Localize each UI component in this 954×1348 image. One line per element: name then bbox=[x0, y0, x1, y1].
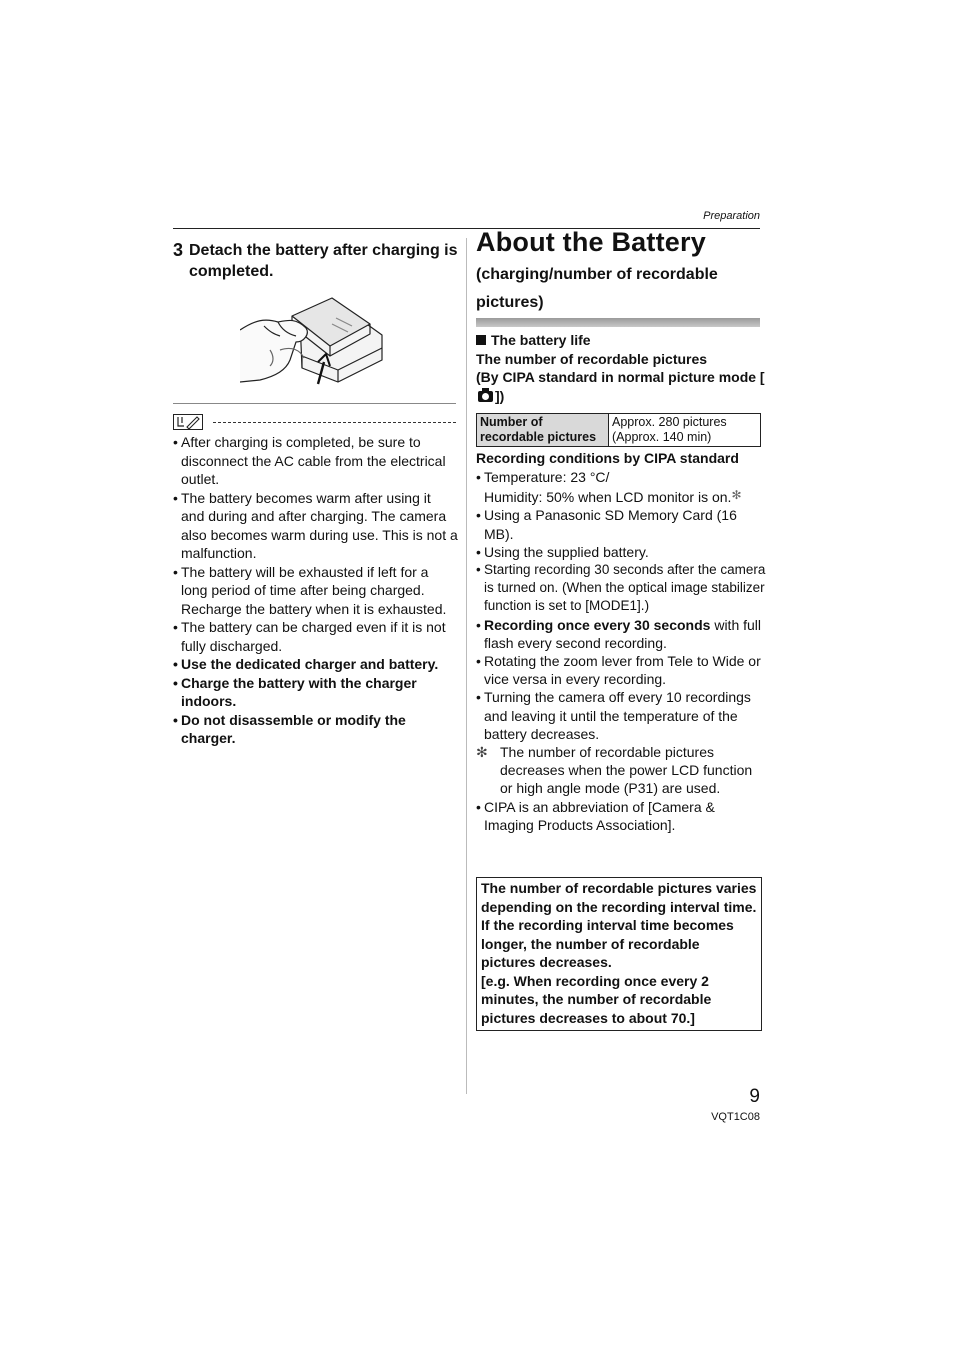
table-value-pictures: Approx. 280 pictures bbox=[612, 415, 727, 429]
section-label: Preparation bbox=[703, 210, 760, 222]
list-item: • Charge the battery with the charger indoors. bbox=[173, 674, 458, 711]
battery-detach-illustration bbox=[240, 290, 390, 390]
column-divider bbox=[466, 238, 467, 1094]
flash-rest-text: with full flash every second recording. bbox=[484, 616, 762, 651]
table-value-minutes: (Approx. 140 min) bbox=[612, 430, 712, 444]
battery-life-block bbox=[476, 331, 766, 405]
list-item: • After charging is completed, be sure to disconnect the AC cable from the electrical outlet. bbox=[173, 433, 458, 489]
humidity-text: Humidity: 50% when LCD monitor is on. bbox=[484, 489, 732, 506]
footnote bbox=[476, 743, 766, 798]
note-dashed-line bbox=[213, 422, 456, 423]
step-number: 3 bbox=[173, 240, 184, 260]
notice-line: [e.g. When recording once every 2 minutes, the number of recordable pictures decreases to about 70.] bbox=[481, 972, 712, 1026]
left-divider bbox=[173, 403, 456, 404]
cipa-standard-line: (By CIPA standard in normal picture mode []) bbox=[476, 369, 765, 404]
list-item: • The battery will be exhausted if left for a long period of time after being charged. Recharge the battery when it is exhausted. bbox=[173, 563, 458, 619]
list-item: • Do not disassemble or modify the charger. bbox=[173, 711, 458, 748]
list-item: • CIPA is an abbreviation of [Camera & Imaging Products Association]. bbox=[476, 798, 766, 834]
camera-icon bbox=[478, 391, 493, 402]
list-item: • Using the supplied battery. bbox=[476, 543, 766, 561]
notes-list bbox=[173, 433, 458, 748]
list-item: • Turning the camera off every 10 recordings and leaving it until the temperature of the battery decreases. bbox=[476, 688, 766, 743]
model-code: VQT1C08 bbox=[711, 1111, 760, 1123]
recordable-pictures-table bbox=[476, 413, 761, 447]
list-item: • Starting recording 30 seconds after the camera is turned on. (When the optical image stabilizer function is set to [MODE1].) bbox=[476, 561, 766, 616]
conditions-heading: Recording conditions by CIPA standard bbox=[476, 450, 739, 466]
step-text: Detach the battery after charging is completed. bbox=[189, 242, 458, 280]
list-item: • Use the dedicated charger and battery. bbox=[173, 655, 458, 674]
title-underline-bar bbox=[476, 318, 760, 327]
table-header-cell: Number of recordable pictures bbox=[477, 414, 609, 447]
temperature-text: • Temperature: 23 °C/ bbox=[484, 469, 610, 485]
flash-bold-text: Recording once every 30 seconds bbox=[484, 616, 711, 633]
page-subtitle: (charging/number of recordable pictures) bbox=[476, 266, 718, 311]
asterisk-mark: ✻ bbox=[476, 744, 488, 761]
footnote-text: The number of recordable pictures decreases when the power LCD function or high angle mode (P31) are used. bbox=[500, 744, 753, 797]
recordable-pictures-line: The number of recordable pictures bbox=[476, 350, 708, 367]
notice-line: If the recording interval time becomes longer, the number of recordable pictures decreases. bbox=[481, 917, 734, 970]
battery-life-heading: The battery life bbox=[491, 332, 591, 348]
notice-line: The number of recordable pictures varies depending on the recording interval time. bbox=[481, 880, 757, 915]
square-bullet-icon bbox=[476, 335, 486, 345]
step-3 bbox=[173, 240, 458, 282]
note-icon bbox=[173, 414, 203, 430]
list-item bbox=[476, 468, 766, 506]
page-number: 9 bbox=[749, 1086, 760, 1107]
page-title: About the Battery bbox=[476, 227, 706, 257]
conditions-list bbox=[476, 468, 766, 834]
table-value-cell bbox=[609, 414, 761, 447]
list-item: • The battery becomes warm after using it and during and after charging. The camera also becomes warm during use. This is not a malfunction. bbox=[173, 489, 458, 563]
asterisk-mark: ✻ bbox=[731, 488, 742, 503]
list-item bbox=[476, 616, 766, 652]
list-item: • Rotating the zoom lever from Tele to Wide or vice versa in every recording. bbox=[476, 652, 766, 688]
interval-notice-box bbox=[476, 877, 762, 1031]
list-item: • The battery can be charged even if it is not fully discharged. bbox=[173, 618, 458, 655]
table-row bbox=[477, 414, 761, 447]
list-item: • Using a Panasonic SD Memory Card (16 MB). bbox=[476, 506, 766, 542]
